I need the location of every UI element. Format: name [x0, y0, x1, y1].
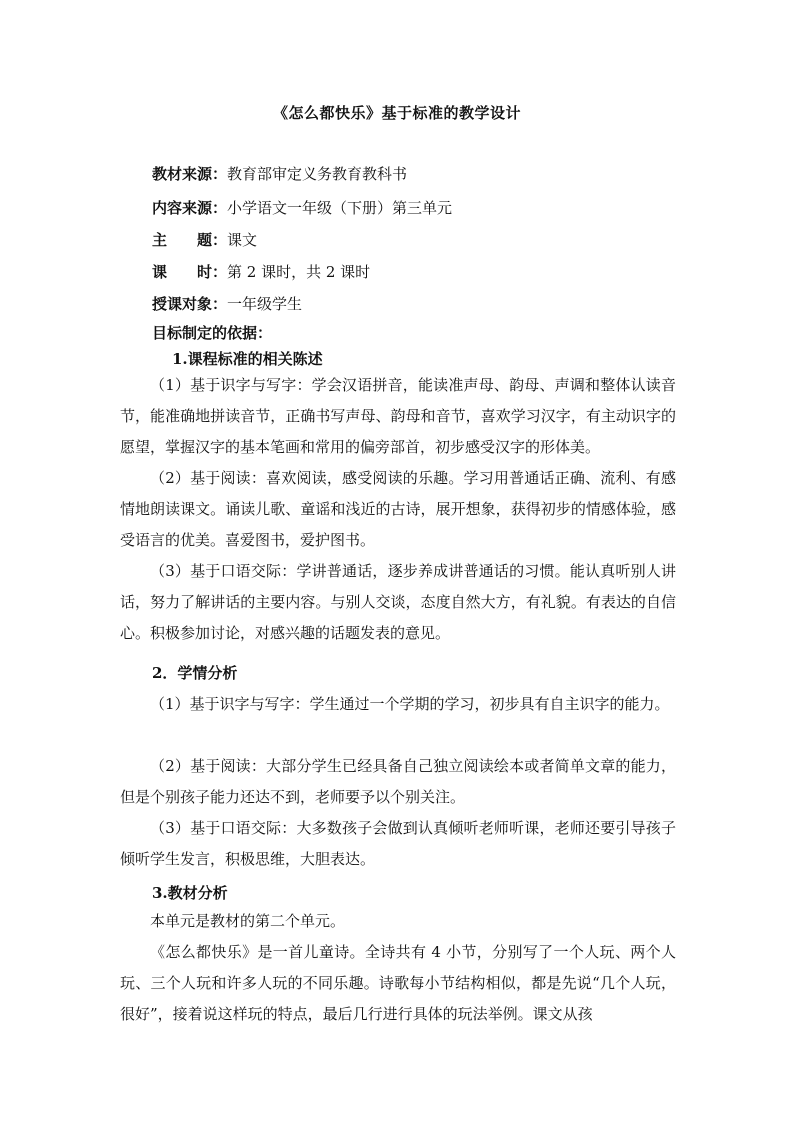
- section2-heading: 2．学情分析: [152, 664, 238, 682]
- section1-paragraph-3: （3）基于口语交际：学讲普通话，逐步养成讲普通话的习惯。能认真听别人讲话，努力了解讲话的主要内容。与别人交谈，态度自然大方，有礼貌。有表达的自信心。积极参加讨论，对感兴趣的话题发表的意见。: [120, 562, 676, 642]
- meta-topic-value: 课文: [227, 231, 258, 249]
- section1-paragraph-1: （1）基于识字与写字：学会汉语拼音，能读准声母、韵母、声调和整体认读音节，能准确地拼读音节，正确书写声母、韵母和音节，喜欢学习汉字，有主动识字的愿望，掌握汉字的基本笔画和常用的偏旁部首，初步感受汉字的形体美。: [120, 376, 676, 456]
- meta-source: [152, 163, 407, 184]
- section2-paragraph-3: （3）基于口语交际：大多数孩子会做到认真倾听老师听课，老师还要引导孩子倾听学生发言，积极思维，大胆表达。: [120, 819, 676, 868]
- section1-heading: 1.课程标准的相关陈述: [172, 350, 323, 368]
- meta-audience-label: 授课对象：: [152, 295, 228, 313]
- meta-content: [152, 197, 452, 218]
- section3-paragraph-1: 本单元是教材的第二个单元。: [150, 912, 346, 930]
- meta-hours: [152, 261, 370, 282]
- section1-paragraph-2: （2）基于阅读：喜欢阅读，感受阅读的乐趣。学习用普通话正确、流利、有感情地朗读课文。诵读儿歌、童谣和浅近的古诗，展开想象，获得初步的情感体验，感受语言的优美。喜爱图书，爱护图书。: [120, 469, 676, 549]
- section2-paragraph-1: （1）基于识字与写字：学生通过一个学期的学习，初步具有自主识字的能力。: [150, 695, 670, 713]
- meta-source-value: 教育部审定义务教育教科书: [227, 165, 408, 183]
- meta-hours-label: 课 时：: [152, 263, 228, 281]
- meta-content-label: 内容来源：: [152, 199, 228, 217]
- section3-heading: 3.教材分析: [152, 884, 228, 902]
- meta-topic-label: 主 题：: [152, 231, 228, 249]
- basis-heading: 目标制定的依据：: [152, 324, 273, 342]
- meta-content-value: 小学语文一年级（下册）第三单元: [227, 199, 453, 217]
- section3-paragraph-2: 《怎么都快乐》是一首儿童诗。全诗共有 4 小节，分别写了一个人玩、两个人玩、三个人玩和许多人玩的不同乐趣。诗歌每小节结构相似，都是先说“几个人玩，很好”，接着说这样玩的特点，最后几行进行具体的玩法举例。课文从孩: [120, 943, 676, 1023]
- meta-audience: [152, 293, 302, 314]
- meta-hours-value: 第 2 课时，共 2 课时: [227, 263, 371, 281]
- meta-topic: [152, 229, 257, 250]
- meta-source-label: 教材来源：: [152, 165, 228, 183]
- section2-paragraph-2: （2）基于阅读：大部分学生已经具备自己独立阅读绘本或者简单文章的能力，但是个别孩子能力还达不到，老师要予以个别关注。: [120, 757, 676, 806]
- document-title: 《怎么都快乐》基于标准的教学设计: [272, 104, 521, 122]
- meta-audience-value: 一年级学生: [227, 295, 303, 313]
